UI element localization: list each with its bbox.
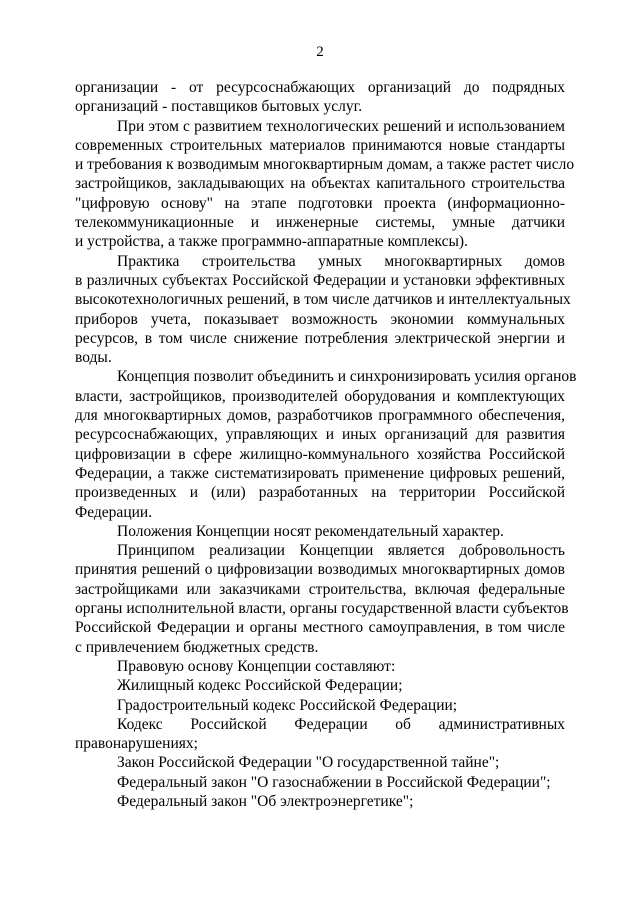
text-line: организации - от ресурсоснабжающих организаций до подрядных xyxy=(75,79,565,96)
text-line: Градостроительный кодекс Российской Федерации; xyxy=(117,696,458,714)
text-line: принятия решений о цифровизации возводимых многоквартирных домов xyxy=(75,561,565,579)
text-line: телекоммуникационные и инженерные системы, умные датчики xyxy=(75,214,565,232)
text-line: воды. xyxy=(75,349,112,367)
text-line: с привлечением бюджетных средств. xyxy=(75,638,319,656)
text-line: Практика строительства умных многоквартирных домов xyxy=(117,252,565,270)
text-line: произведенных и (или) разработанных на территории Российской xyxy=(75,484,565,502)
text-line: Федерации. xyxy=(75,503,153,521)
text-line: Кодекс Российской Федерации об административных xyxy=(117,715,565,733)
text-line: Положения Концепции носят рекомендательный характер. xyxy=(117,522,504,540)
text-line: организаций - поставщиков бытовых услуг. xyxy=(75,98,363,116)
document-body xyxy=(75,78,577,811)
text-line: ресурсов, в том числе снижение потребления электрической энергии и xyxy=(75,329,565,347)
text-line: правонарушениях; xyxy=(75,735,198,753)
text-line: застройщиков, закладывающих на объектах капитального строительства xyxy=(75,175,565,193)
text-line: При этом с развитием технологических решений и использованием xyxy=(117,117,565,135)
text-line: и требования к возводимым многоквартирным домам, а также растет число xyxy=(75,156,575,174)
text-line: Российской Федерации и органы местного самоуправления, в том числе xyxy=(75,619,565,637)
text-line: для многоквартирных домов, разработчиков программного обеспечения, xyxy=(75,407,565,425)
text-line: Закон Российской Федерации "О государственной тайне"; xyxy=(117,754,500,772)
text-line: "цифровую основу" на этапе подготовки проекта (информационно- xyxy=(75,194,565,212)
text-line: ресурсоснабжающих, управляющих и иных организаций для развития xyxy=(75,426,565,444)
text-line: в различных субъектах Российской Федерации и установки эффективных xyxy=(75,271,565,289)
text-line: Принципом реализации Концепции является добровольность xyxy=(117,542,565,560)
text-line: органы исполнительной власти, органы государственной власти субъектов xyxy=(75,600,569,618)
text-line: Концепция позволит объединить и синхронизировать усилия органов xyxy=(117,368,577,386)
text-line: Федерации, а также систематизировать применение цифровых решений, xyxy=(75,464,565,482)
page-number: 2 xyxy=(316,44,324,60)
text-line: Федеральный закон "Об электроэнергетике"; xyxy=(117,792,414,810)
text-line: цифровизации в сфере жилищно-коммунального хозяйства Российской xyxy=(75,445,565,463)
text-line: Жилищный кодекс Российской Федерации; xyxy=(117,677,403,695)
text-line: приборов учета, показывает возможность экономии коммунальных xyxy=(75,310,565,328)
text-line: власти, застройщиков, производителей оборудования и комплектующих xyxy=(75,387,565,405)
text-line: Правовую основу Концепции составляют: xyxy=(117,657,396,675)
text-line: современных строительных материалов принимаются новые стандарты xyxy=(75,136,565,154)
text-line: Федеральный закон "О газоснабжении в Российской Федерации"; xyxy=(117,773,551,791)
text-line: и устройства, а также программно-аппаратные комплексы). xyxy=(75,233,468,251)
text-line: застройщиками или заказчиками строительства, включая федеральные xyxy=(75,580,565,598)
text-line: высокотехнологичных решений, в том числе датчиков и интеллектуальных xyxy=(75,291,571,309)
